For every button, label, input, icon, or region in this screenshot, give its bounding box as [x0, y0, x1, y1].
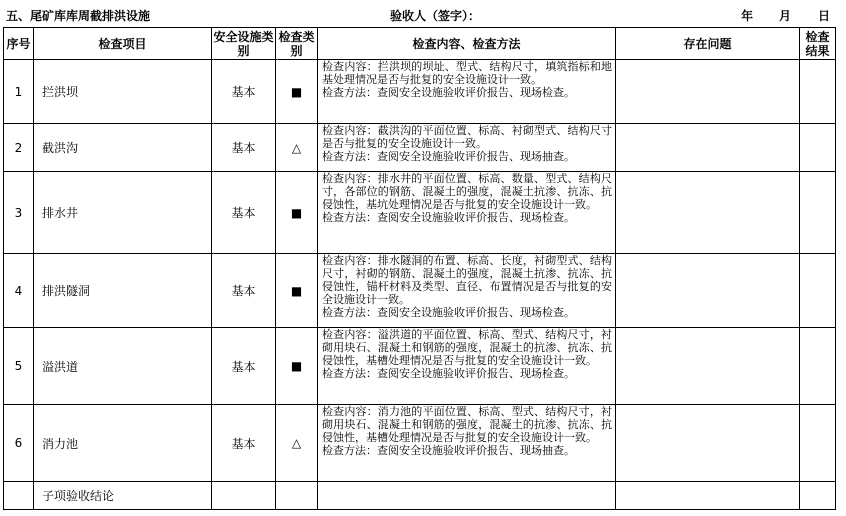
row-result[interactable] [800, 328, 836, 405]
row-facility-category: 基本 [212, 328, 276, 405]
check-method: 检查方法：查阅安全设施验收评价报告、现场检查。 [322, 211, 575, 224]
row-content-cell [318, 124, 616, 172]
check-category-symbol: △ [276, 124, 318, 172]
day-label: 日 [818, 9, 831, 23]
check-content: 检查内容：截洪沟的平面位置、标高、衬砌型式、结构尺寸是否与批复的安全设施设计一致。 [322, 124, 612, 150]
inspection-table [3, 27, 836, 510]
col-header-item: 检查项目 [34, 28, 212, 60]
check-content: 检查内容：溢洪道的平面位置、标高、型式、结构尺寸，衬砌用块石、混凝土和钢筋的强度，混凝土的抗渗、抗冻、抗侵蚀性，基槽处理情况是否与批复的安全设施设计一致。 [322, 328, 612, 367]
check-method: 检查方法：查阅安全设施验收评价报告、现场抽查。 [322, 444, 575, 457]
conclusion-seq-cell [4, 482, 34, 510]
year-label: 年 [741, 9, 754, 23]
row-item: 排洪隧洞 [34, 254, 212, 328]
row-seq: 4 [4, 254, 34, 328]
check-method: 检查方法：查阅安全设施验收评价报告、现场抽查。 [322, 150, 575, 163]
check-category-symbol: ■ [276, 172, 318, 254]
row-result[interactable] [800, 405, 836, 482]
conclusion-blank-cell [276, 482, 318, 510]
month-label: 月 [779, 9, 792, 23]
check-content: 检查内容：排水井的平面位置、标高、数量、型式、结构尺寸，各部位的钢筋、混凝土的强度，混凝土抗渗、抗冻、抗侵蚀性，基坑处理情况是否与批复的安全设施设计一致。 [322, 172, 612, 211]
row-seq: 6 [4, 405, 34, 482]
row-result[interactable] [800, 254, 836, 328]
table-header-row [4, 28, 836, 60]
row-issues[interactable] [616, 405, 800, 482]
row-facility-category: 基本 [212, 172, 276, 254]
page-header [0, 0, 846, 28]
conclusion-blank-cell [212, 482, 276, 510]
row-facility-category: 基本 [212, 405, 276, 482]
row-issues[interactable] [616, 60, 800, 124]
check-method: 检查方法：查阅安全设施验收评价报告、现场检查。 [322, 86, 575, 99]
table-row [4, 60, 836, 124]
row-facility-category: 基本 [212, 254, 276, 328]
row-content-cell [318, 254, 616, 328]
col-header-check-category: 检查类别 [276, 28, 318, 60]
conclusion-issues-cell[interactable] [616, 482, 800, 510]
row-content-cell [318, 60, 616, 124]
row-content-cell [318, 405, 616, 482]
row-content-cell [318, 172, 616, 254]
table-row [4, 405, 836, 482]
table-row [4, 124, 836, 172]
row-item: 拦洪坝 [34, 60, 212, 124]
row-issues[interactable] [616, 172, 800, 254]
check-method: 检查方法：查阅安全设施验收评价报告、现场检查。 [322, 306, 575, 319]
check-category-symbol: △ [276, 405, 318, 482]
check-content: 检查内容：消力池的平面位置、标高、型式、结构尺寸，衬砌用块石、混凝土和钢筋的强度，混凝土的抗渗、抗冻、抗侵蚀性，基槽处理情况是否与批复的安全设施设计一致。 [322, 405, 612, 444]
check-category-symbol: ■ [276, 328, 318, 405]
row-facility-category: 基本 [212, 60, 276, 124]
table-row [4, 172, 836, 254]
row-result[interactable] [800, 60, 836, 124]
check-content: 检查内容：拦洪坝的坝址、型式、结构尺寸，填筑指标和地基处理情况是否与批复的安全设施设计一致。 [322, 60, 612, 86]
check-content: 检查内容：排水隧洞的布置、标高、长度，衬砌型式、结构尺寸，衬砌的钢筋、混凝土的强度，混凝土抗渗、抗冻、抗侵蚀性，锚杆材料及类型、直径、布置情况是否与批复的安全设施设计一致。 [322, 254, 612, 306]
row-facility-category: 基本 [212, 124, 276, 172]
col-header-issues: 存在问题 [616, 28, 800, 60]
row-issues[interactable] [616, 328, 800, 405]
row-issues[interactable] [616, 124, 800, 172]
conclusion-label: 子项验收结论 [34, 482, 212, 510]
conclusion-row [4, 482, 836, 510]
check-method: 检查方法：查阅安全设施验收评价报告、现场检查。 [322, 367, 575, 380]
table-row [4, 328, 836, 405]
section-title: 五、尾矿库库周截排洪设施 [6, 9, 151, 23]
signer-label: 验收人（签字）： [390, 9, 481, 23]
row-item: 消力池 [34, 405, 212, 482]
col-header-result: 检查结果 [800, 28, 836, 60]
row-seq: 3 [4, 172, 34, 254]
row-seq: 1 [4, 60, 34, 124]
col-header-content-method: 检查内容、检查方法 [318, 28, 616, 60]
check-category-symbol: ■ [276, 60, 318, 124]
row-item: 溢洪道 [34, 328, 212, 405]
row-issues[interactable] [616, 254, 800, 328]
check-category-symbol: ■ [276, 254, 318, 328]
row-result[interactable] [800, 172, 836, 254]
row-seq: 2 [4, 124, 34, 172]
row-seq: 5 [4, 328, 34, 405]
conclusion-result-cell[interactable] [800, 482, 836, 510]
row-item: 排水井 [34, 172, 212, 254]
table-row [4, 254, 836, 328]
row-result[interactable] [800, 124, 836, 172]
row-item: 截洪沟 [34, 124, 212, 172]
row-content-cell [318, 328, 616, 405]
col-header-seq: 序号 [4, 28, 34, 60]
conclusion-value-cell[interactable] [318, 482, 616, 510]
col-header-facility-category: 安全设施类别 [213, 29, 274, 58]
